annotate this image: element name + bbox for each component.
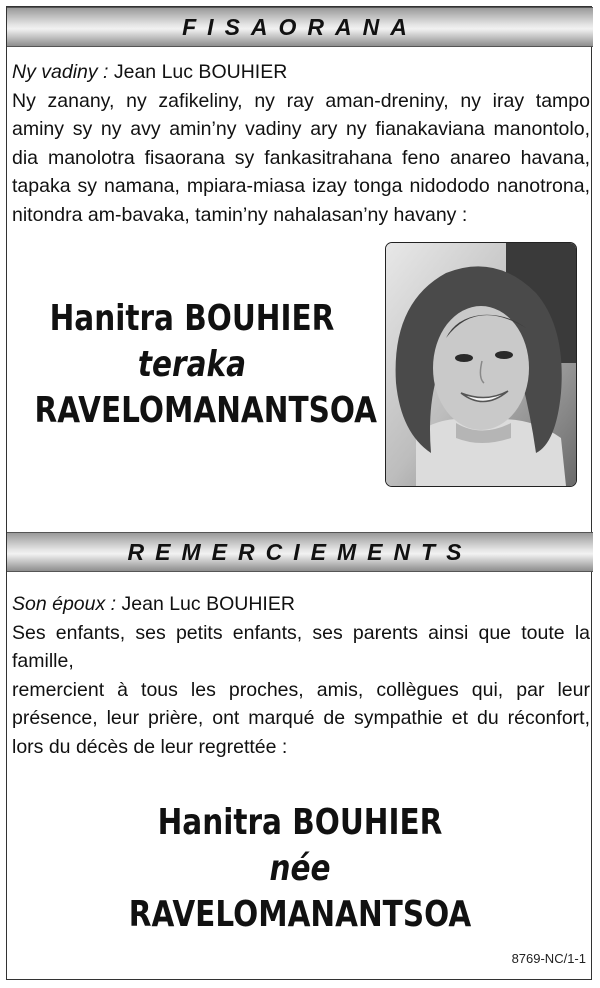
section-banner-fisaorana: FISAORANA <box>7 7 593 47</box>
family-paragraph: Ses enfants, ses petits enfants, ses parents ainsi que toute la famille, <box>12 621 590 672</box>
deceased-name-block <box>54 800 546 938</box>
deceased-maiden-name: RAVELOMANANTSOA <box>128 894 472 935</box>
deceased-name-block <box>34 296 378 434</box>
spouse-name: Jean Luc BOUHIER <box>116 593 295 615</box>
spouse-line <box>12 58 590 87</box>
spouse-line <box>12 590 590 619</box>
spouse-label: Ny vadiny : <box>12 61 109 83</box>
section-banner-remerciements: REMERCIEMENTS <box>7 532 593 572</box>
deceased-maiden-name: RAVELOMANANTSOA <box>34 390 378 431</box>
thanks-paragraph: Ny zanany, ny zafikeliny, ny ray aman-dreniny, ny iray tampo aminy sy ny avy amin’ny vadiny ary ny fianakaviana manontolo, dia manolotra fisaorana sy fankasitrahana feno anareo havana, tapaka sy namana, mpiara-miasa izay tonga nidododo nanotrona, nitondra am-bavaka, tamin’ny nahalasan’ny havany : <box>12 89 590 226</box>
portrait-photo <box>385 242 577 487</box>
thanks-paragraph: remercient à tous les proches, amis, collègues qui, par leur présence, leur prière, ont marqué de sympathie et du réconfort, lors du décès de leur regrettée : <box>12 678 590 758</box>
deceased-first-name: Hanitra BOUHIER <box>49 298 335 339</box>
spouse-label: Son époux : <box>12 593 117 615</box>
deceased-first-name: Hanitra BOUHIER <box>157 802 443 843</box>
section2-body <box>12 590 590 761</box>
section1-body <box>12 58 590 229</box>
maiden-name-connector: teraka <box>137 344 247 385</box>
maiden-name-connector: née <box>269 848 331 889</box>
reference-code: 8769-NC/1-1 <box>511 951 586 966</box>
spouse-name: Jean Luc BOUHIER <box>108 61 288 83</box>
